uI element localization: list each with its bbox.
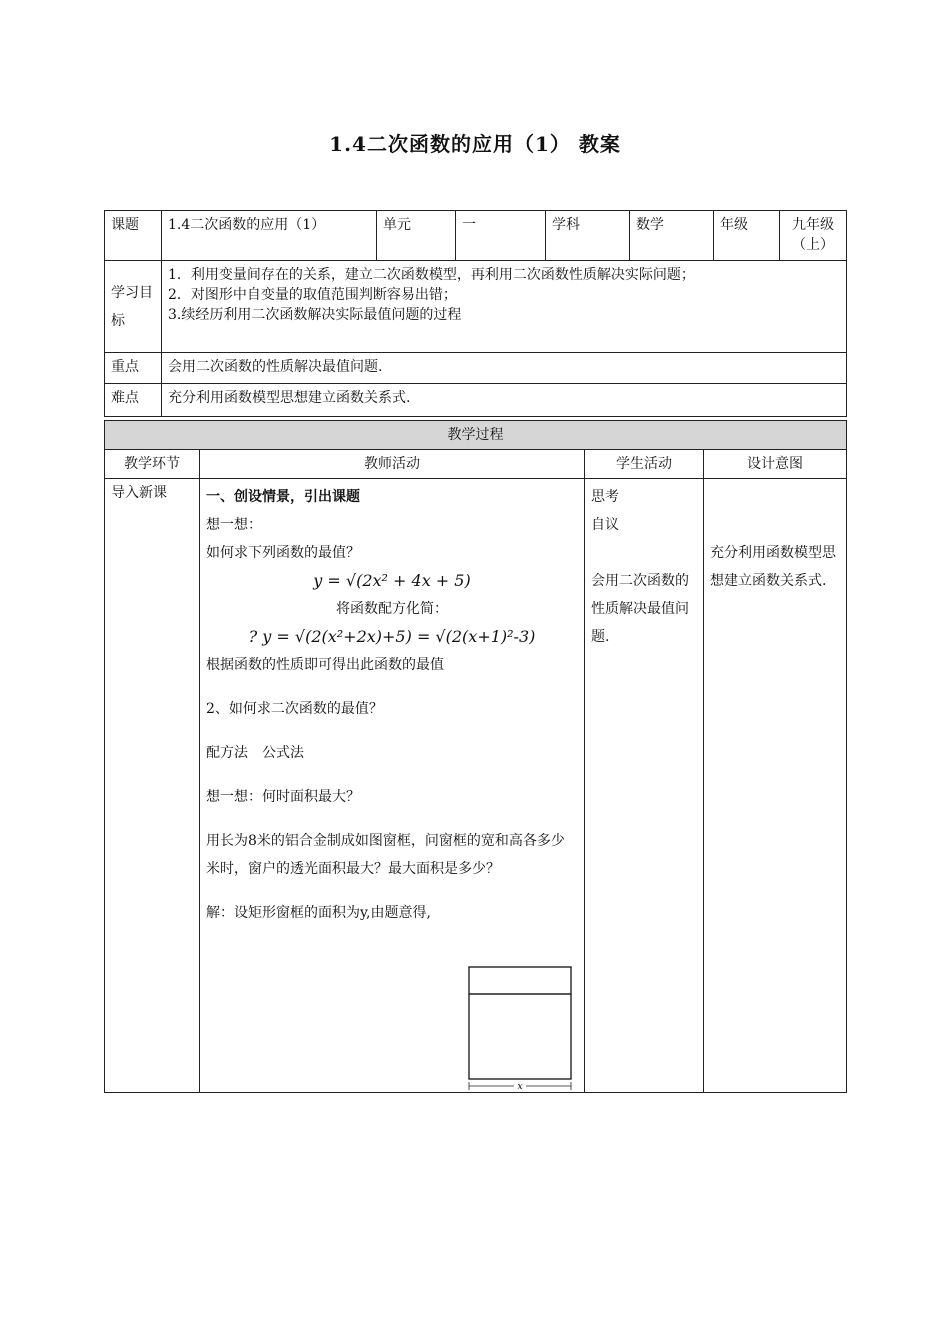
- lesson-info-table: [104, 210, 847, 417]
- goals-label: 学习目标: [105, 261, 162, 353]
- grade-value: 九年级（上）: [780, 211, 847, 261]
- think-prompt: 想一想：: [206, 517, 262, 533]
- teacher-heading: 一、创设情景，引出课题: [206, 489, 360, 505]
- col-student: 学生活动: [585, 450, 704, 479]
- design-intent: [704, 479, 847, 1093]
- goals-content: [162, 261, 847, 353]
- goal-item: 1．利用变量间存在的关系，建立二次函数模型，再利用二次函数性质解决实际问题；: [168, 267, 695, 283]
- col-stage: 教学环节: [105, 450, 200, 479]
- stage-cell: 导入新课: [105, 479, 200, 1093]
- think-prompt-2: 想一想：何时面积最大？: [206, 789, 360, 805]
- solution-text: 解：设矩形窗框的面积为y,由题意得,: [206, 905, 431, 921]
- student-activity: [585, 479, 704, 1093]
- methods-text: 配方法 公式法: [206, 745, 304, 761]
- unit-value: 一: [456, 211, 546, 261]
- difficulty-value: 充分利用函数模型思想建立函数关系式.: [162, 384, 847, 417]
- col-intent: 设计意图: [704, 450, 847, 479]
- topic-value: 1.4二次函数的应用（1）: [162, 211, 377, 261]
- figure-x-label: x: [517, 1082, 523, 1092]
- key-point-value: 会用二次函数的性质解决最值问题.: [162, 353, 847, 384]
- window-frame-figure: [468, 966, 572, 1092]
- subject-label: 学科: [546, 211, 630, 261]
- question-2: 2、如何求二次函数的最值？: [206, 701, 383, 717]
- student-a2: 自议: [591, 517, 619, 533]
- process-header: 教学过程: [105, 421, 847, 450]
- key-point-label: 重点: [105, 353, 162, 384]
- conclusion-text: 根据函数的性质即可得出此函数的最值: [206, 657, 444, 673]
- topic-label: 课题: [105, 211, 162, 261]
- formula-1: y = √(2x² + 4x + 5): [313, 571, 471, 590]
- formula-2: ? y = √(2(x²+2x)+5) = √(2(x+1)²-3): [248, 627, 536, 646]
- col-teacher: 教师活动: [200, 450, 585, 479]
- problem-text: 用长为8米的铝合金制成如图窗框，问窗框的宽和高各多少米时，窗户的透光面积最大？最大面积是多少？: [206, 833, 565, 877]
- grade-label: 年级: [714, 211, 780, 261]
- goal-item: 3.续经历利用二次函数解决实际最值问题的过程: [168, 307, 462, 323]
- student-a3: 会用二次函数的性质解决最值问题.: [591, 573, 689, 645]
- intent-text: 充分利用函数模型思想建立函数关系式.: [710, 545, 836, 589]
- page-title: 1.4二次函数的应用（1） 教案: [329, 132, 621, 156]
- simplify-text: 将函数配方化简：: [336, 601, 448, 617]
- subject-value: 数学: [630, 211, 714, 261]
- student-a1: 思考: [591, 489, 619, 505]
- question-1: 如何求下列函数的最值？: [206, 545, 360, 561]
- unit-label: 单元: [377, 211, 456, 261]
- difficulty-label: 难点: [105, 384, 162, 417]
- goal-item: 2．对图形中自变量的取值范围判断容易出错；: [168, 287, 457, 303]
